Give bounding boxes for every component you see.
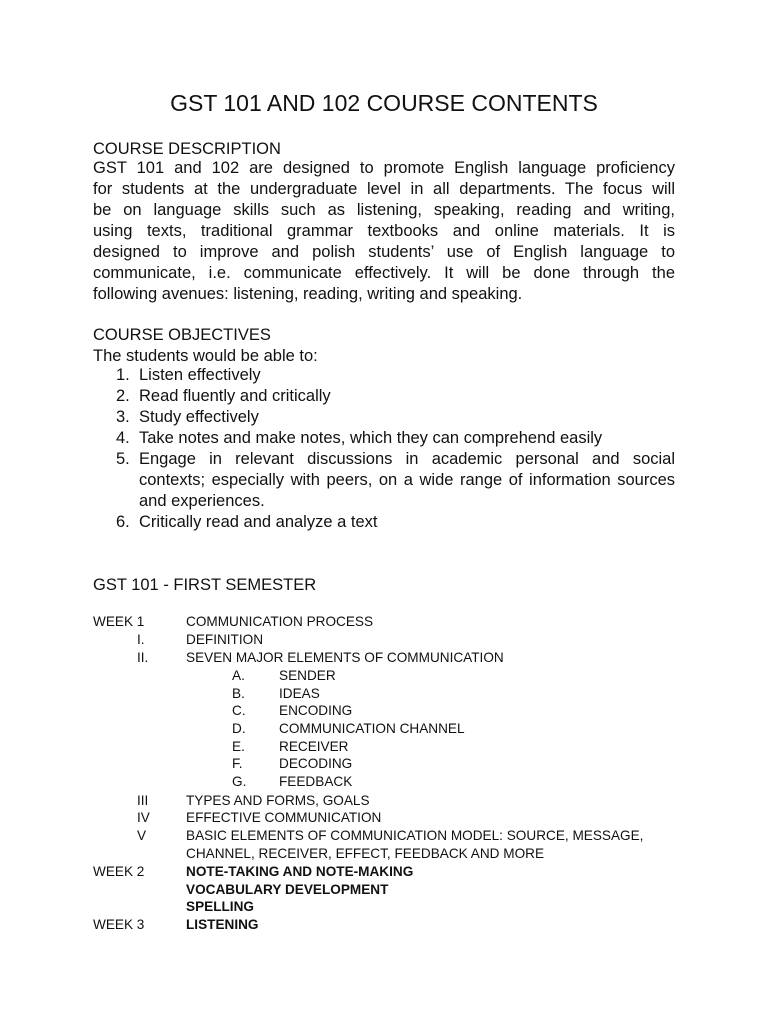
objectives-list (93, 365, 675, 533)
course-description-text (93, 158, 675, 305)
roman-numeral: I. (137, 632, 145, 647)
week-3-topic: LISTENING (186, 917, 259, 932)
list-item (93, 365, 675, 386)
week-2-topic: SPELLING (186, 899, 254, 914)
outline-item: TYPES AND FORMS, GOALS (186, 793, 370, 808)
week-2-topic: VOCABULARY DEVELOPMENT (186, 882, 389, 897)
list-number: 2. (116, 387, 130, 405)
list-item (93, 512, 675, 533)
list-number: 3. (116, 408, 130, 426)
course-objectives-heading: COURSE OBJECTIVES (93, 326, 271, 344)
element-text: DECODING (279, 756, 353, 771)
outline-item: EFFECTIVE COMMUNICATION (186, 810, 382, 825)
objectives-intro: The students would be able to: (93, 347, 318, 365)
element-letter: B. (232, 686, 245, 701)
week-2-label: WEEK 2 (93, 864, 145, 879)
list-number: 6. (116, 513, 130, 531)
list-text: Engage in relevant discussions in academic personal and social contexts; especially with peers, on a wide range of information sources and experiences. (139, 450, 675, 510)
week-2-topic: NOTE-TAKING AND NOTE-MAKING (186, 864, 414, 879)
element-letter: G. (232, 774, 247, 789)
week-1-title: COMMUNICATION PROCESS (186, 614, 374, 629)
list-text: Critically read and analyze a text (139, 513, 378, 531)
semester-heading: GST 101 - FIRST SEMESTER (93, 576, 317, 594)
outline-item: SEVEN MAJOR ELEMENTS OF COMMUNICATION (186, 650, 504, 665)
list-item (93, 428, 675, 449)
element-letter: A. (232, 668, 245, 683)
description-line: following avenues: listening, reading, writing and speaking. (93, 285, 523, 303)
course-description-heading: COURSE DESCRIPTION (93, 140, 281, 158)
list-text: Listen effectively (139, 366, 261, 384)
week-3-label: WEEK 3 (93, 917, 145, 932)
list-number: 1. (116, 366, 130, 384)
description-line: communicate, i.e. communicate effectively. It will be done through the (93, 264, 675, 282)
outline-item: DEFINITION (186, 632, 264, 647)
list-text: Take notes and make notes, which they can comprehend easily (139, 429, 603, 447)
roman-numeral: II. (137, 650, 149, 665)
outline-item-continuation: CHANNEL, RECEIVER, EFFECT, FEEDBACK AND MORE (186, 846, 545, 861)
element-letter: D. (232, 721, 246, 736)
page-title: GST 101 AND 102 COURSE CONTENTS (170, 90, 598, 116)
description-line: using texts, traditional grammar textbooks and online materials. It is (93, 222, 675, 240)
description-line: for students at the undergraduate level in all departments. The focus will (93, 180, 675, 198)
description-line: GST 101 and 102 are designed to promote English language proficiency (93, 159, 675, 177)
element-text: ENCODING (279, 703, 353, 718)
element-letter: F. (232, 756, 243, 771)
element-text: IDEAS (279, 686, 320, 701)
week-1-label: WEEK 1 (93, 614, 145, 629)
list-text: Read fluently and critically (139, 387, 331, 405)
roman-numeral: V (137, 828, 147, 843)
description-line: be on language skills such as listening, speaking, reading and writing, (93, 201, 675, 219)
list-item (93, 407, 675, 428)
list-item (93, 449, 675, 512)
outline-item: BASIC ELEMENTS OF COMMUNICATION MODEL: SOURCE, MESSAGE, (186, 828, 644, 843)
element-letter: C. (232, 703, 246, 718)
list-number: 4. (116, 429, 130, 447)
list-text: Study effectively (139, 408, 259, 426)
element-text: SENDER (279, 668, 336, 683)
list-number: 5. (116, 450, 130, 468)
list-item (93, 386, 675, 407)
element-text: RECEIVER (279, 739, 349, 754)
element-letter: E. (232, 739, 245, 754)
element-text: FEEDBACK (279, 774, 353, 789)
roman-numeral: IV (137, 810, 150, 825)
description-line: designed to improve and polish students’ use of English language to (93, 243, 675, 261)
element-text: COMMUNICATION CHANNEL (279, 721, 465, 736)
roman-numeral: III (137, 793, 149, 808)
